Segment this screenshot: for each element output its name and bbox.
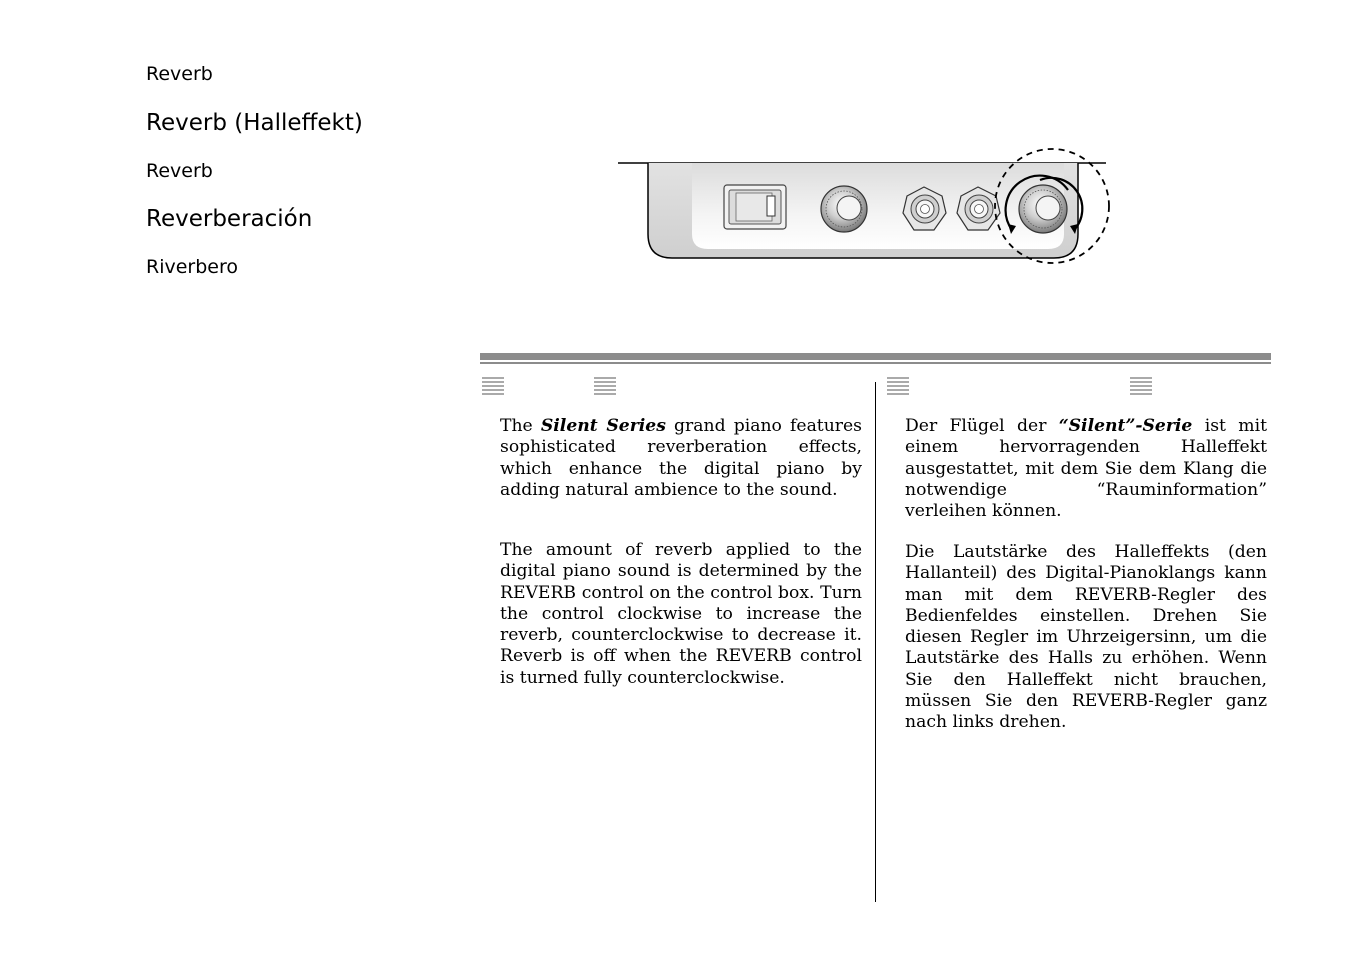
section-rule-thin xyxy=(480,362,1271,364)
column-divider xyxy=(875,382,876,902)
text-lines-icon xyxy=(887,377,909,397)
section-rule xyxy=(480,353,1271,360)
english-paragraph-1: The Silent Series grand piano features sophisticated reverberation effects, which enhance the digital piano by adding natural ambience to the sound. xyxy=(500,416,862,500)
control-box-illustration xyxy=(616,146,1116,275)
heading-it: Riverbero xyxy=(146,256,238,278)
heading-fr: Reverb xyxy=(146,160,213,182)
volume-knob xyxy=(821,186,867,232)
heading-en: Reverb xyxy=(146,63,213,85)
text-lines-icon xyxy=(594,377,616,397)
reverb-knob xyxy=(1019,185,1067,233)
power-switch xyxy=(724,185,786,229)
control-box-svg xyxy=(616,146,1116,271)
german-paragraph-1: Der Flügel der “Silent”-Serie ist mit einem hervorragenden Halleffekt ausgestattet, mit dem Sie dem Klang die notwendige “Rauminformation” verleihen können. xyxy=(905,416,1267,522)
heading-de: Reverb (Halleffekt) xyxy=(146,110,363,136)
text-lines-icon xyxy=(1130,377,1152,397)
english-paragraph-2: The amount of reverb applied to the digital piano sound is determined by the REVERB control on the control box. Turn the control clockwise to increase the reverb, counterclockwise to decrease it. Reverb is off when the REVERB control is turned fully counterclockwise. xyxy=(500,540,862,688)
heading-es: Reverberación xyxy=(146,206,313,232)
german-paragraph-2: Die Lautstärke des Halleffekts (den Hallanteil) des Digital-Pianoklangs kann man mit dem REVERB-Regler des Bedienfeldes einstellen. Drehen Sie diesen Regler im Uhrzeigersinn, um die Lautstärke des Halls zu erhöhen. Wenn Sie den Halleffekt nicht brauchen, müssen Sie den REVERB-Regler ganz nach links drehen. xyxy=(905,542,1267,733)
text-lines-icon xyxy=(482,377,504,397)
